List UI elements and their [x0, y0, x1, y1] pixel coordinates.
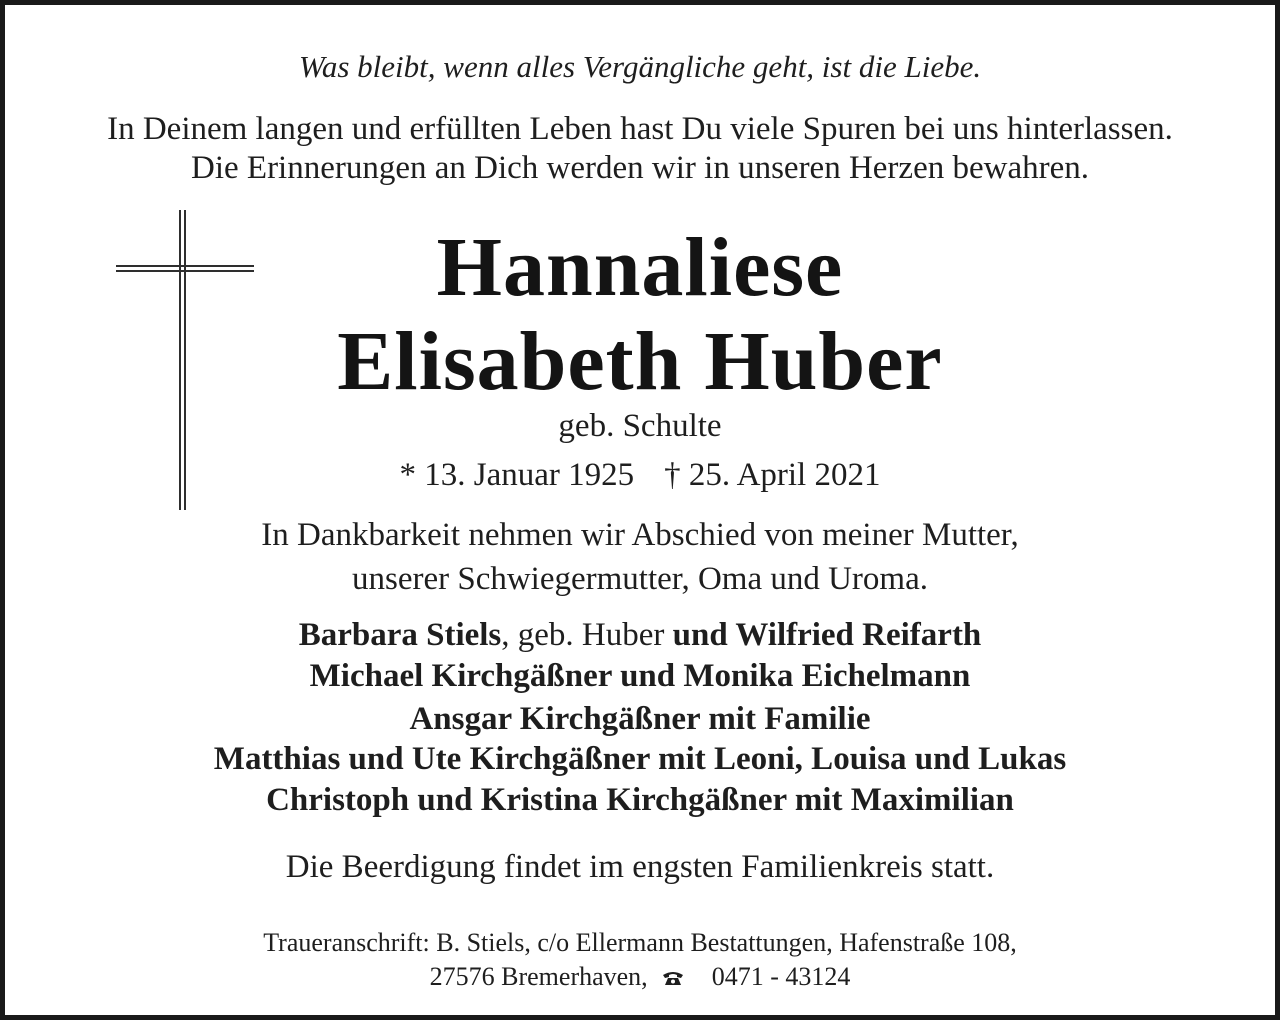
family-line-5: Christoph und Kristina Kirchgäßner mit Maximilian: [266, 782, 1014, 818]
thanks-line-2: unserer Schwiegermutter, Oma und Uroma.: [351, 561, 928, 597]
intro-line-1: In Deinem langen und erfüllten Leben hast Du viele Spuren bei uns hinterlassen.: [107, 111, 1173, 147]
death-date: † 25. April 2021: [664, 457, 881, 493]
motto: Was bleibt, wenn alles Vergängliche geht, ist die Liebe.: [298, 49, 982, 84]
deceased-full-name: Elisabeth Huber: [337, 315, 943, 408]
address-line-1: Traueranschrift: B. Stiels, c/o Ellermann Bestattungen, Hafenstraße 108,: [263, 928, 1017, 957]
funeral-note: Die Beerdigung findet im engsten Familienkreis statt.: [285, 849, 995, 885]
telephone-icon: [662, 970, 684, 986]
birth-name: geb. Schulte: [558, 408, 722, 444]
family-line-4: Matthias und Ute Kirchgäßner mit Leoni, Louisa und Lukas: [213, 741, 1067, 777]
birth-date: * 13. Januar 1925: [399, 457, 635, 493]
address-city: 27576 Bremerhaven,: [429, 962, 648, 991]
thanks-line-1: In Dankbarkeit nehmen wir Abschied von meiner Mutter,: [261, 517, 1019, 553]
family-line-2: Michael Kirchgäßner und Monika Eichelmann: [309, 658, 971, 694]
family-line-1: [5, 617, 1275, 654]
deceased-first-name: Hannaliese: [436, 221, 844, 314]
intro-line-2: Die Erinnerungen an Dich werden wir in unseren Herzen bewahren.: [191, 150, 1089, 186]
address-line-2: [5, 962, 1275, 992]
family-line-1-partner: und Wilfried Reifarth: [672, 617, 982, 653]
life-dates: [5, 457, 1275, 494]
family-line-1-name: Barbara Stiels: [298, 617, 502, 653]
family-line-3: Ansgar Kirchgäßner mit Familie: [409, 701, 871, 737]
family-line-1-born: , geb. Huber: [501, 617, 673, 653]
phone-number: 0471 - 43124: [711, 962, 851, 991]
